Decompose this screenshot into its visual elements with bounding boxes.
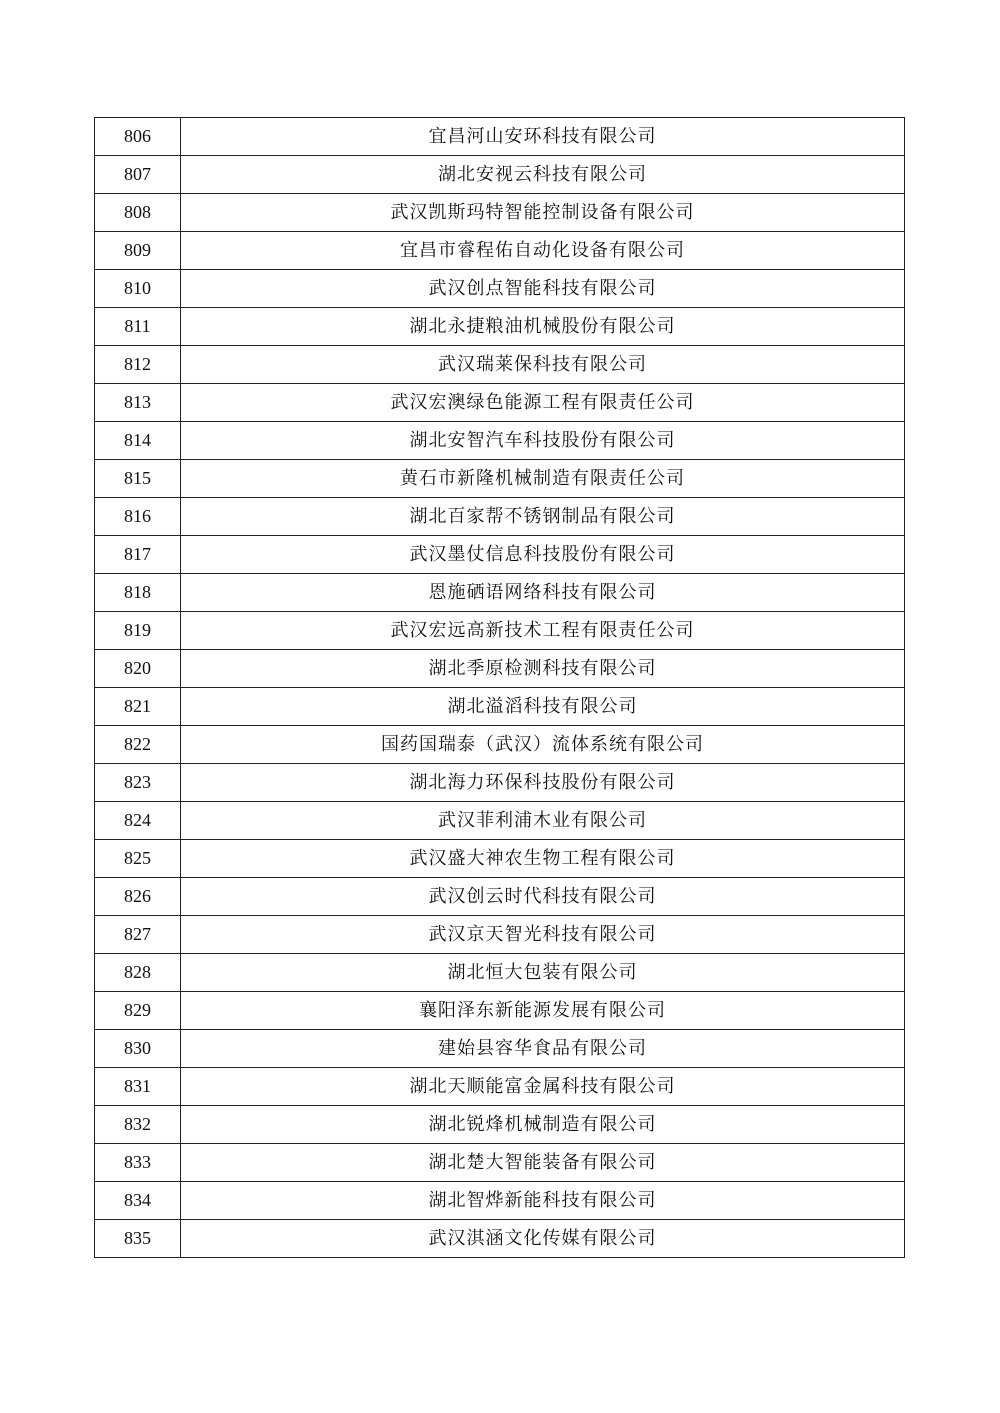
table-row xyxy=(95,498,905,536)
table-row xyxy=(95,384,905,422)
table-row xyxy=(95,156,905,194)
row-number: 832 xyxy=(95,1106,181,1144)
table-row xyxy=(95,840,905,878)
company-list-table xyxy=(94,117,905,1258)
table-row xyxy=(95,536,905,574)
row-number: 818 xyxy=(95,574,181,612)
company-name: 恩施硒语网络科技有限公司 xyxy=(181,574,905,612)
row-number: 828 xyxy=(95,954,181,992)
company-name: 武汉创云时代科技有限公司 xyxy=(181,878,905,916)
table-row xyxy=(95,118,905,156)
row-number: 811 xyxy=(95,308,181,346)
company-name: 建始县容华食品有限公司 xyxy=(181,1030,905,1068)
company-name: 湖北溢滔科技有限公司 xyxy=(181,688,905,726)
table-row xyxy=(95,422,905,460)
row-number: 823 xyxy=(95,764,181,802)
row-number: 813 xyxy=(95,384,181,422)
row-number: 809 xyxy=(95,232,181,270)
table-row xyxy=(95,764,905,802)
row-number: 816 xyxy=(95,498,181,536)
row-number: 826 xyxy=(95,878,181,916)
company-name: 湖北恒大包装有限公司 xyxy=(181,954,905,992)
company-name: 湖北安智汽车科技股份有限公司 xyxy=(181,422,905,460)
company-name: 湖北海力环保科技股份有限公司 xyxy=(181,764,905,802)
company-name: 湖北安视云科技有限公司 xyxy=(181,156,905,194)
company-name: 国药国瑞泰（武汉）流体系统有限公司 xyxy=(181,726,905,764)
table-row xyxy=(95,916,905,954)
company-name: 武汉盛大神农生物工程有限公司 xyxy=(181,840,905,878)
company-name: 武汉宏远高新技术工程有限责任公司 xyxy=(181,612,905,650)
row-number: 815 xyxy=(95,460,181,498)
table-row xyxy=(95,726,905,764)
table-row xyxy=(95,194,905,232)
row-number: 808 xyxy=(95,194,181,232)
company-name: 湖北锐烽机械制造有限公司 xyxy=(181,1106,905,1144)
company-name: 武汉墨仗信息科技股份有限公司 xyxy=(181,536,905,574)
table-row xyxy=(95,650,905,688)
row-number: 834 xyxy=(95,1182,181,1220)
row-number: 821 xyxy=(95,688,181,726)
row-number: 831 xyxy=(95,1068,181,1106)
company-name: 武汉瑞莱保科技有限公司 xyxy=(181,346,905,384)
table-row xyxy=(95,802,905,840)
company-name: 湖北楚大智能装备有限公司 xyxy=(181,1144,905,1182)
table-row xyxy=(95,574,905,612)
company-name: 宜昌河山安环科技有限公司 xyxy=(181,118,905,156)
table-row xyxy=(95,1030,905,1068)
table-body xyxy=(95,118,905,1258)
company-name: 宜昌市睿程佑自动化设备有限公司 xyxy=(181,232,905,270)
table-row xyxy=(95,992,905,1030)
row-number: 835 xyxy=(95,1220,181,1258)
table-row xyxy=(95,954,905,992)
row-number: 820 xyxy=(95,650,181,688)
company-name: 武汉凯斯玛特智能控制设备有限公司 xyxy=(181,194,905,232)
row-number: 814 xyxy=(95,422,181,460)
company-name: 湖北天顺能富金属科技有限公司 xyxy=(181,1068,905,1106)
company-name: 武汉淇涵文化传媒有限公司 xyxy=(181,1220,905,1258)
table-row xyxy=(95,346,905,384)
company-name: 襄阳泽东新能源发展有限公司 xyxy=(181,992,905,1030)
table-row xyxy=(95,612,905,650)
row-number: 807 xyxy=(95,156,181,194)
row-number: 819 xyxy=(95,612,181,650)
row-number: 825 xyxy=(95,840,181,878)
row-number: 829 xyxy=(95,992,181,1030)
company-name: 湖北季原检测科技有限公司 xyxy=(181,650,905,688)
table-row xyxy=(95,1106,905,1144)
company-name: 武汉创点智能科技有限公司 xyxy=(181,270,905,308)
table-row xyxy=(95,878,905,916)
company-name: 湖北智烨新能科技有限公司 xyxy=(181,1182,905,1220)
table-row xyxy=(95,688,905,726)
company-name: 湖北百家帮不锈钢制品有限公司 xyxy=(181,498,905,536)
row-number: 830 xyxy=(95,1030,181,1068)
table-row xyxy=(95,460,905,498)
company-name: 武汉京天智光科技有限公司 xyxy=(181,916,905,954)
row-number: 827 xyxy=(95,916,181,954)
company-name: 武汉宏澳绿色能源工程有限责任公司 xyxy=(181,384,905,422)
row-number: 833 xyxy=(95,1144,181,1182)
table-row xyxy=(95,232,905,270)
table-row xyxy=(95,1182,905,1220)
table-row xyxy=(95,270,905,308)
row-number: 806 xyxy=(95,118,181,156)
row-number: 812 xyxy=(95,346,181,384)
row-number: 810 xyxy=(95,270,181,308)
row-number: 822 xyxy=(95,726,181,764)
table-row xyxy=(95,1068,905,1106)
company-name: 湖北永捷粮油机械股份有限公司 xyxy=(181,308,905,346)
table-row xyxy=(95,1144,905,1182)
row-number: 817 xyxy=(95,536,181,574)
row-number: 824 xyxy=(95,802,181,840)
company-name: 黄石市新隆机械制造有限责任公司 xyxy=(181,460,905,498)
table-row xyxy=(95,1220,905,1258)
company-name: 武汉菲利浦木业有限公司 xyxy=(181,802,905,840)
table-row xyxy=(95,308,905,346)
